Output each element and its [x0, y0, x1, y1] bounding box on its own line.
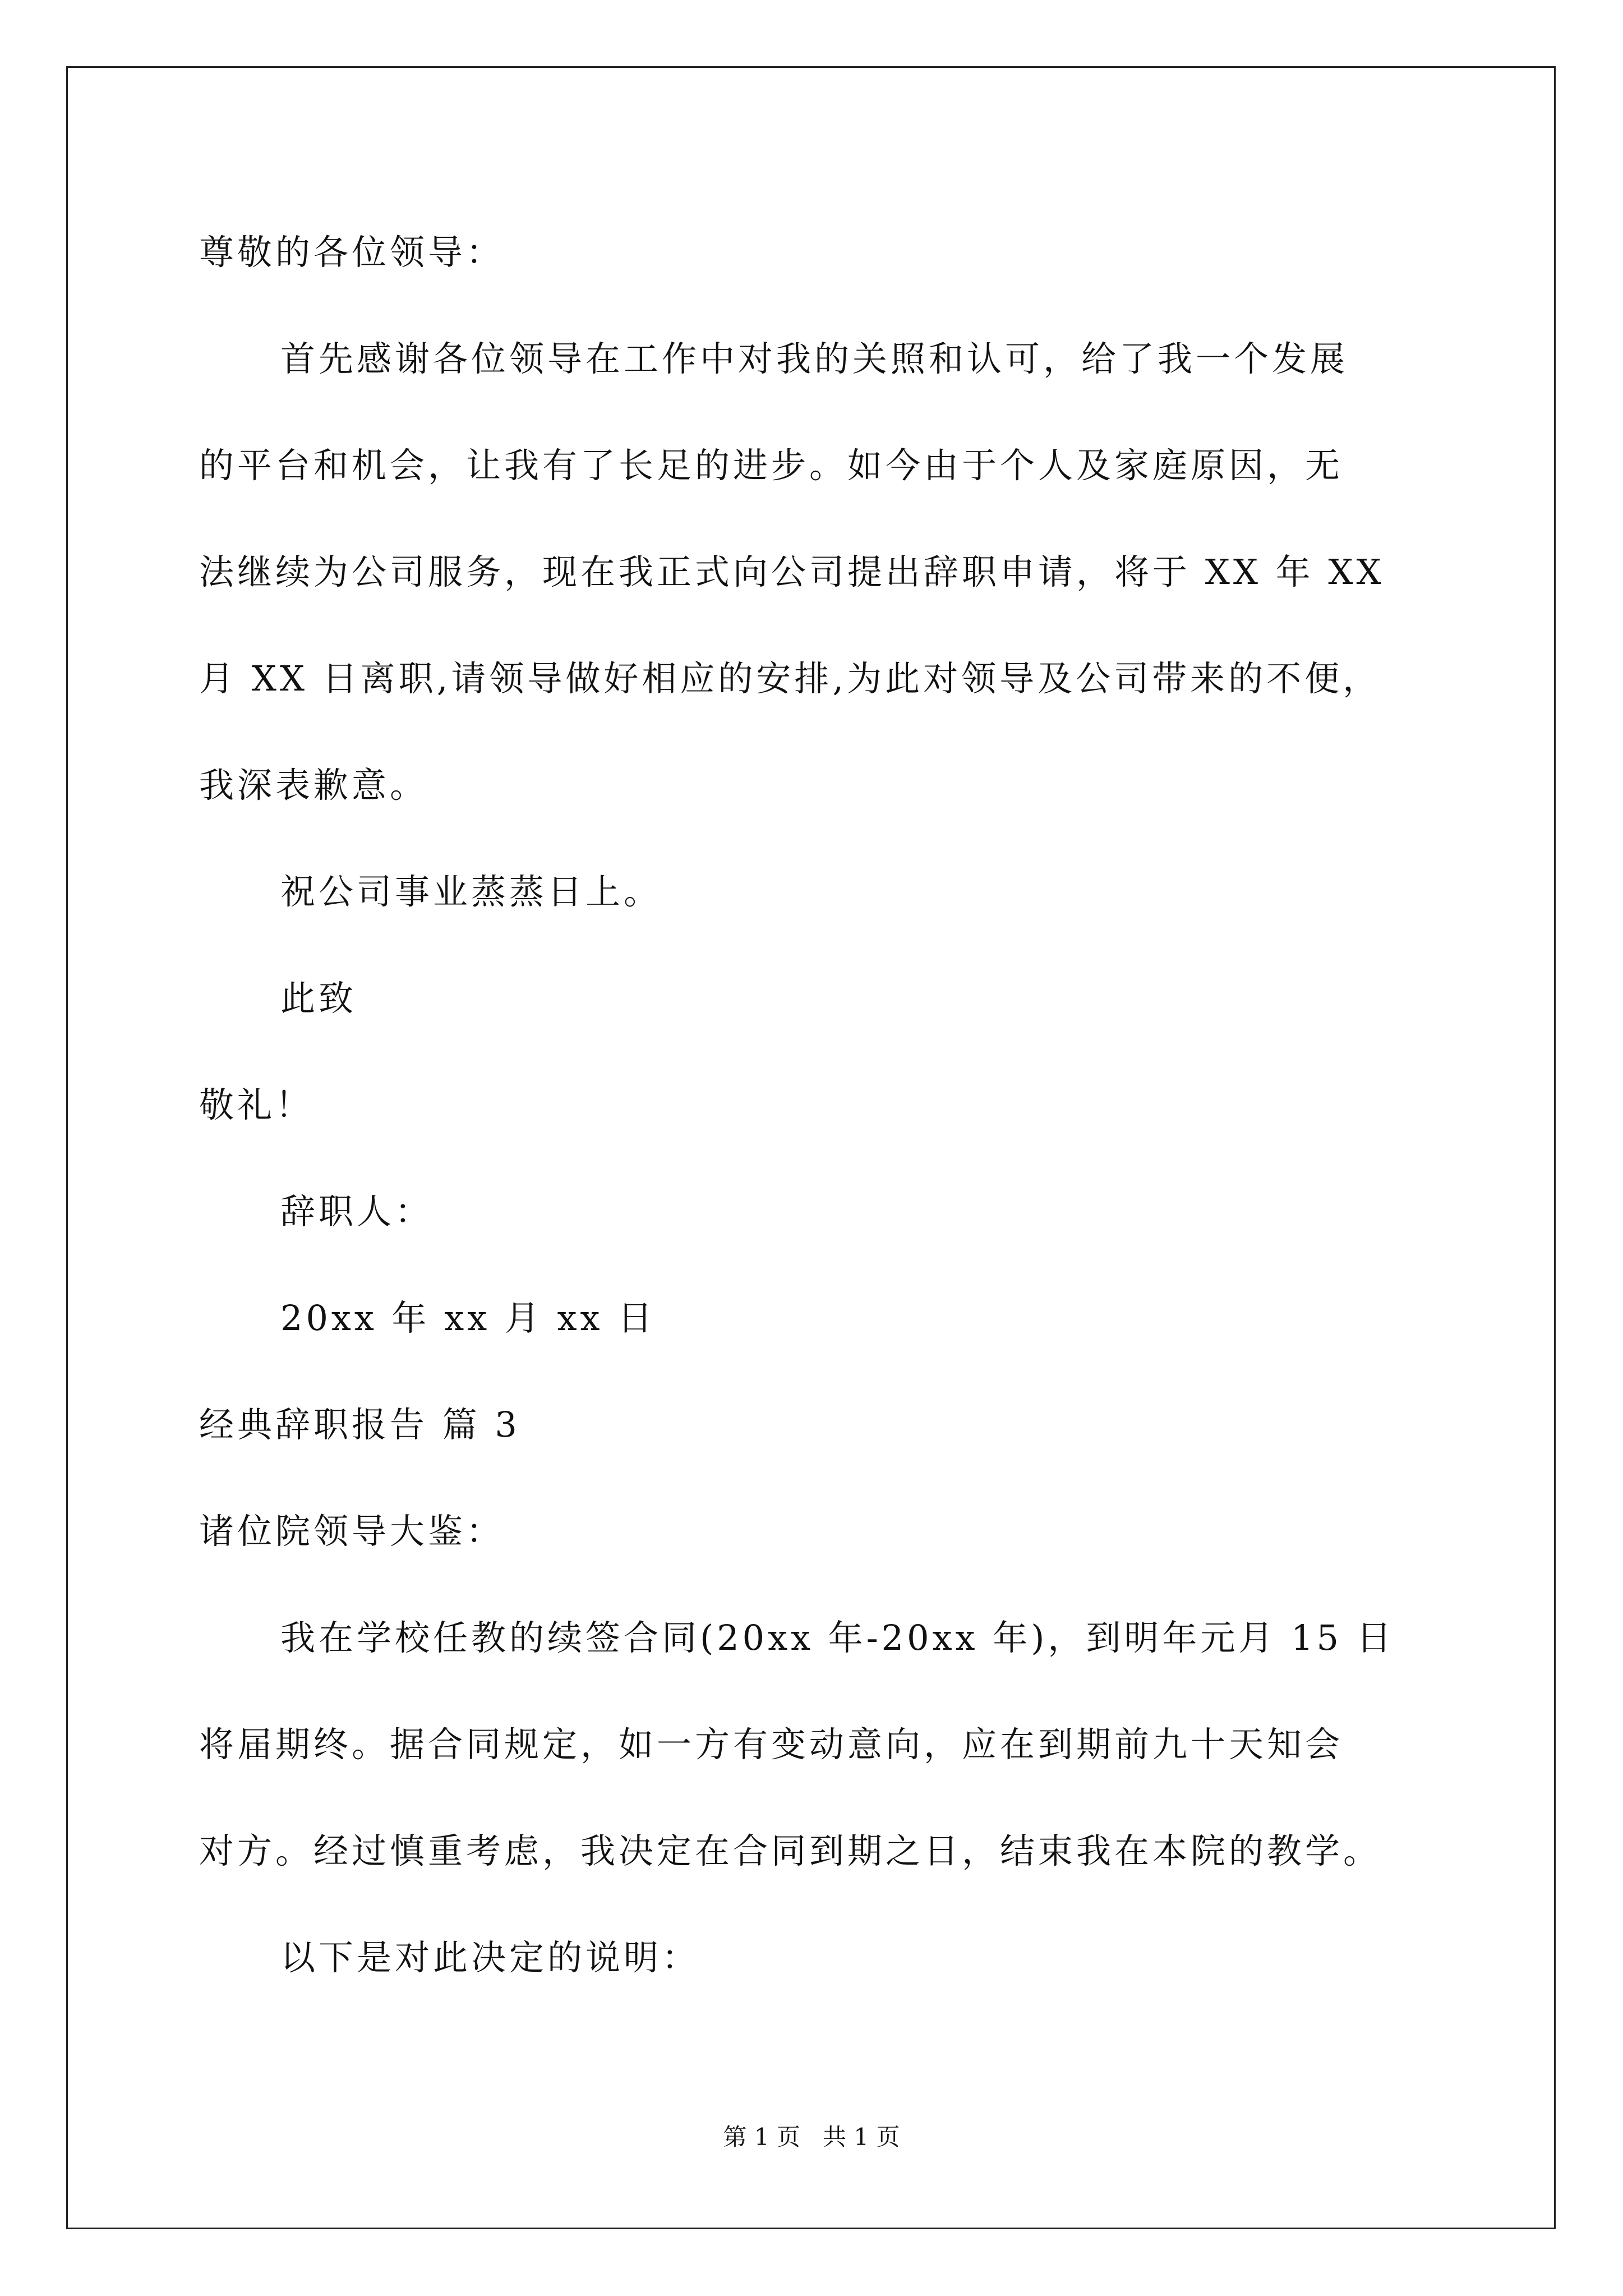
- paragraph-line: 我深表歉意。: [199, 765, 428, 806]
- paragraph-line: 以下是对此决定的说明：: [280, 1937, 700, 1978]
- wishes-line: 祝公司事业蒸蒸日上。: [280, 871, 662, 912]
- salutation: 诸位院领导大鉴：: [199, 1511, 505, 1552]
- paragraph-line: 我在学校任教的续签合同(20xx 年-20xx 年)，到明年元月 15 日: [280, 1617, 1395, 1658]
- paragraph-line: 法继续为公司服务，现在我正式向公司提出辞职申请，将于 XX 年 XX: [199, 551, 1385, 592]
- signature-line: 辞职人：: [280, 1191, 434, 1232]
- paragraph-line: 的平台和机会，让我有了长足的进步。如今由于个人及家庭原因，无: [199, 445, 1344, 486]
- paragraph-line: 月 XX 日离职,请领导做好相应的安排,为此对领导及公司带来的不便，: [199, 658, 1381, 699]
- closing-line: 敬礼！: [199, 1084, 314, 1125]
- paragraph-line: 对方。经过慎重考虑，我决定在合同到期之日，结束我在本院的教学。: [199, 1830, 1382, 1871]
- section-heading: 经典辞职报告 篇 3: [199, 1404, 520, 1445]
- salutation: 尊敬的各位领导：: [199, 232, 505, 273]
- paragraph-line: 将届期终。据合同规定，如一方有变动意向，应在到期前九十天知会: [199, 1724, 1344, 1765]
- closing-line: 此致: [280, 978, 357, 1019]
- paragraph-line: 首先感谢各位领导在工作中对我的关照和认可，给了我一个发展: [280, 338, 1349, 379]
- date-line: 20xx 年 xx 月 xx 日: [280, 1297, 656, 1338]
- page-border: [66, 66, 1556, 2229]
- page-footer: 第 1 页 共 1 页: [723, 2123, 900, 2151]
